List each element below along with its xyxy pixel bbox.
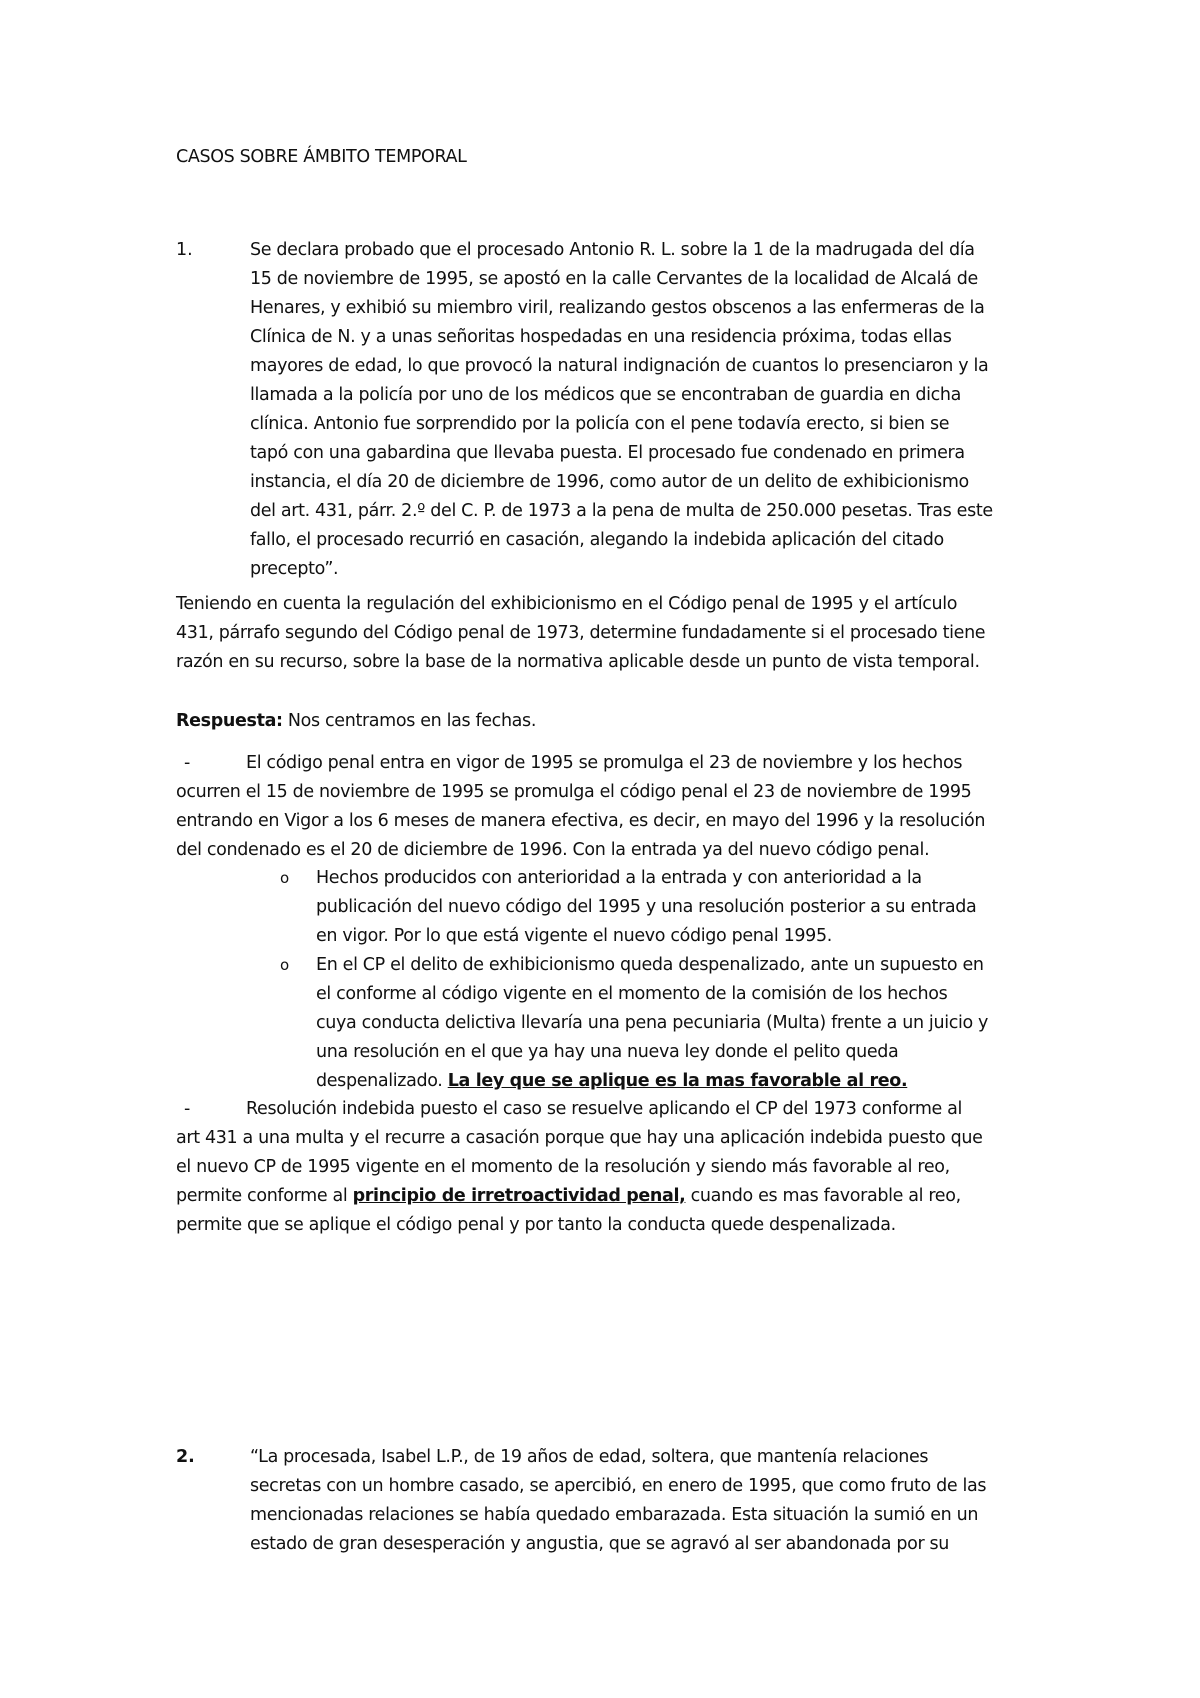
case-2-line: mencionadas relaciones se había quedado embarazada. Esta situación la sumió en un <box>250 1505 979 1525</box>
bullet-2-line: En el CP el delito de exhibicionismo queda despenalizado, ante un supuesto en <box>316 955 984 975</box>
dash-2-line <box>176 1182 961 1211</box>
bullet-1-line: publicación del nuevo código del 1995 y una resolución posterior a su entrada <box>316 897 977 917</box>
case-1-line: fallo, el procesado recurrió en casación, alegando la indebida aplicación del citado <box>250 530 944 550</box>
dash-2-line4-before: permite conforme al <box>176 1186 353 1206</box>
case-1-line: instancia, el día 20 de diciembre de 1996, como autor de un delito de exhibicionismo <box>250 472 969 492</box>
case-1-line: mayores de edad, lo que provocó la natural indignación de cuantos lo presenciaron y la <box>250 356 989 376</box>
bullet-2-line: cuya conducta delictiva llevaría una pena pecuniaria (Multa) frente a un juicio y <box>316 1013 989 1033</box>
answer-paragraph <box>176 707 536 736</box>
case-2-line: “La procesada, Isabel L.P., de 19 años de edad, soltera, que mantenía relaciones <box>250 1447 929 1467</box>
dash-2-line: permite que se aplique el código penal y por tanto la conducta quede despenalizada. <box>176 1215 896 1235</box>
case-1-line: clínica. Antonio fue sorprendido por la policía con el pene todavía erecto, si bien se <box>250 414 950 434</box>
question-line: Teniendo en cuenta la regulación del exhibicionismo en el Código penal de 1995 y el artículo <box>176 594 958 614</box>
case-1-line: llamada a la policía por uno de los médicos que se encontraban de guardia en dicha <box>250 385 962 405</box>
dash-2-emphasis: principio de irretroactividad penal, <box>352 1186 686 1206</box>
question-line: 431, párrafo segundo del Código penal de 1973, determine fundadamente si el procesado tiene <box>176 623 986 643</box>
bullet-2-line: el conforme al código vigente en el momento de la comisión de los hechos <box>316 984 948 1004</box>
question-line: razón en su recurso, sobre la base de la normativa aplicable desde un punto de vista temporal. <box>176 652 980 672</box>
bullet-1-line: Hechos producidos con anterioridad a la entrada y con anterioridad a la <box>316 868 922 888</box>
case-1-line: del art. 431, párr. 2.º del C. P. de 1973 a la pena de multa de 250.000 pesetas. Tras este <box>250 501 993 521</box>
bullet-marker: o <box>280 869 290 887</box>
case-1-line: 15 de noviembre de 1995, se apostó en la calle Cervantes de la localidad de Alcalá de <box>250 269 978 289</box>
dash-2-line: el nuevo CP de 1995 vigente en el momento de la resolución y siendo más favorable al reo, <box>176 1157 950 1177</box>
question-paragraph <box>176 590 985 677</box>
answer-text: Nos centramos en las fechas. <box>282 711 537 731</box>
dash-2-line4-after: cuando es mas favorable al reo, <box>685 1186 961 1206</box>
dash-marker: - <box>184 1099 190 1119</box>
case-1-line: Henares, y exhibió su miembro viril, realizando gestos obscenos a las enfermeras de la <box>250 298 985 318</box>
bullet-2-last-plain: despenalizado. <box>316 1071 448 1091</box>
bullet-2-line <box>316 1067 988 1096</box>
case-1-line: precepto”. <box>250 559 339 579</box>
dash-1-line: entrando en Vigor a los 6 meses de manera efectiva, es decir, en mayo del 1996 y la resolución <box>176 811 986 831</box>
bullet-marker: o <box>280 956 290 974</box>
case-1-text <box>250 236 993 584</box>
bullet-2-emphasis: La ley que se aplique es la mas favorable al reo. <box>447 1071 908 1091</box>
case-1-line: Se declara probado que el procesado Antonio R. L. sobre la 1 de la madrugada del día <box>250 240 975 260</box>
case-1-line: Clínica de N. y a unas señoritas hospedadas en una residencia próxima, todas ellas <box>250 327 952 347</box>
case-2-text <box>250 1443 986 1559</box>
dash-1-line: El código penal entra en vigor de 1995 se promulga el 23 de noviembre y los hechos <box>246 753 963 773</box>
dash-1-line: del condenado es el 20 de diciembre de 1996. Con la entrada ya del nuevo código penal. <box>176 840 930 860</box>
case-2-line: secretas con un hombre casado, se apercibió, en enero de 1995, que como fruto de las <box>250 1476 987 1496</box>
answer-label: Respuesta: <box>176 711 283 731</box>
case-1-number: 1. <box>176 240 193 260</box>
document-title: CASOS SOBRE ÁMBITO TEMPORAL <box>176 147 467 167</box>
dash-2-line: art 431 a una multa y el recurre a casación porque que hay una aplicación indebida puesto que <box>176 1128 983 1148</box>
dash-marker: - <box>184 753 190 773</box>
case-1-line: tapó con una gabardina que llevaba puesta. El procesado fue condenado en primera <box>250 443 965 463</box>
case-2-line: estado de gran desesperación y angustia, que se agravó al ser abandonada por su <box>250 1534 950 1554</box>
bullet-2-text <box>316 951 988 1096</box>
dash-2-line: Resolución indebida puesto el caso se resuelve aplicando el CP del 1973 conforme al <box>246 1099 963 1119</box>
dash-1-line: ocurren el 15 de noviembre de 1995 se promulga el código penal el 23 de noviembre de 1995 <box>176 782 972 802</box>
case-2-number: 2. <box>176 1447 195 1467</box>
bullet-1-text <box>316 864 976 951</box>
bullet-1-line: en vigor. Por lo que está vigente el nuevo código penal 1995. <box>316 926 832 946</box>
bullet-2-line: una resolución en el que ya hay una nueva ley donde el pelito queda <box>316 1042 899 1062</box>
